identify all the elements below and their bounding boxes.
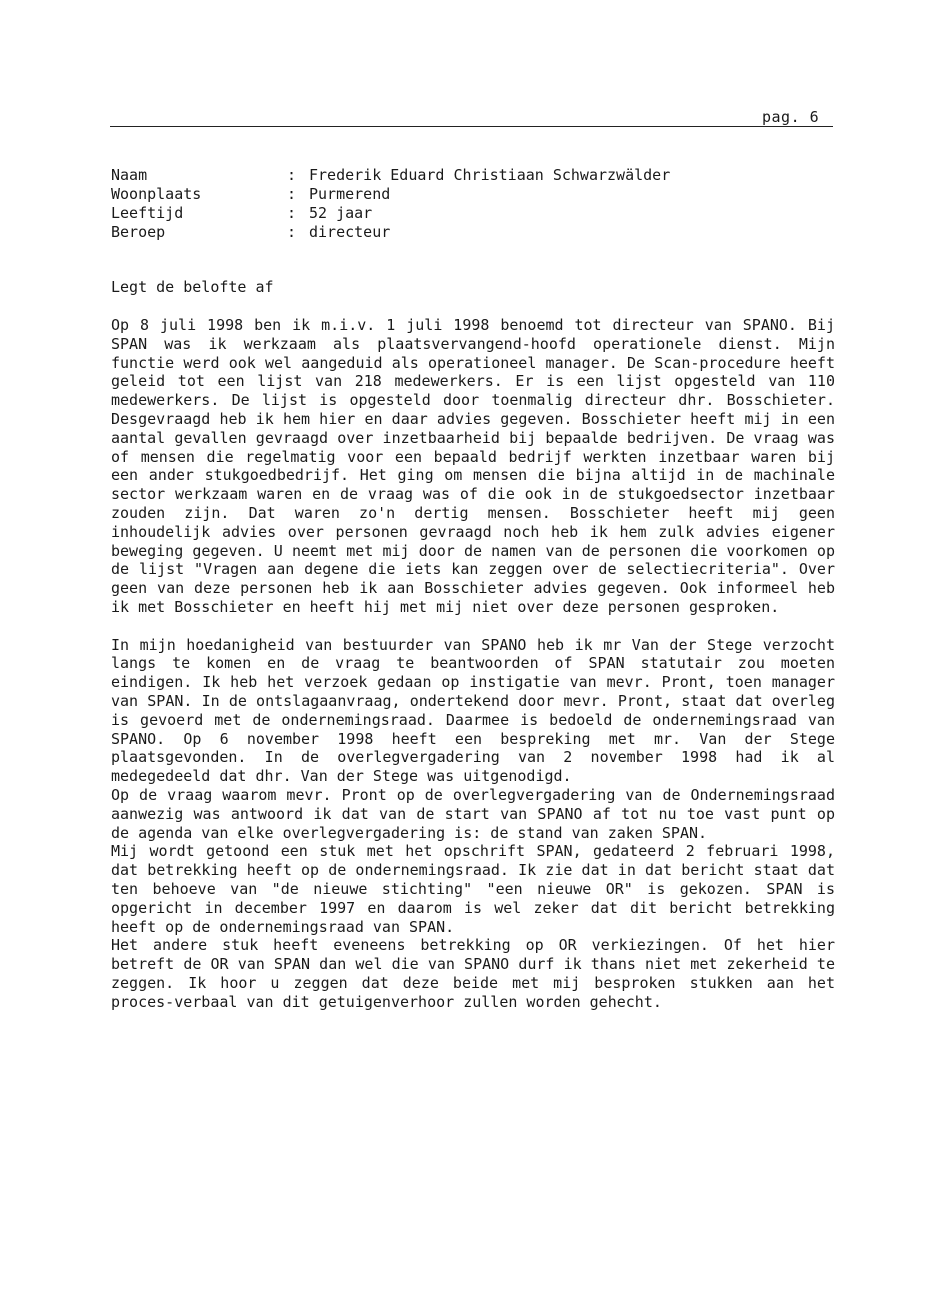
promise-statement: Legt de belofte af	[111, 278, 274, 296]
page-number: pag. 6	[762, 108, 820, 126]
personalia-row-woonplaats	[111, 185, 670, 204]
personalia-value-naam: Frederik Eduard Christiaan Schwarzwälder	[309, 166, 671, 184]
personalia-block	[111, 166, 670, 242]
testimony-paragraph: In mijn hoedanigheid van bestuurder van SPANO heb ik mr Van der Stege verzocht langs te komen en de vraag te beantwoorden of SPAN statutair zou moeten eindigen. Ik heb het verzoek gedaan op instigatie van mevr. Pront, toen manager van SPAN. In de ontslagaanvraag, ondertekend door mevr. Pront, staat dat overleg is gevoerd met de ondernemingsraad. Daarmee is bedoeld de ondernemingsraad van SPANO. Op 6 november 1998 heeft een bespreking met mr. Van der Stege plaatsgevonden. In de overlegvergadering van 2 november 1998 had ik al medegedeeld dat dhr. Van der Stege was uitgenodigd.	[111, 635, 835, 786]
personalia-value-beroep: directeur	[309, 223, 391, 241]
colon-separator: :	[287, 223, 297, 241]
personalia-label: Naam	[111, 166, 148, 184]
personalia-value-woonplaats: Purmerend	[309, 185, 391, 203]
personalia-row-naam	[111, 166, 670, 185]
header-rule	[110, 126, 833, 127]
personalia-label: Woonplaats	[111, 185, 202, 203]
colon-separator: :	[287, 166, 297, 184]
personalia-label: Beroep	[111, 223, 166, 241]
testimony-paragraph: Op de vraag waarom mevr. Pront op de overlegvergadering van de Ondernemingsraad aanwezig was antwoord ik dat van de start van SPANO af tot nu toe vast punt op de agenda van elke overlegvergadering is: de stand van zaken SPAN.	[111, 785, 835, 842]
personalia-row-beroep	[111, 223, 670, 242]
testimony-paragraph: Mij wordt getoond een stuk met het opschrift SPAN, gedateerd 2 februari 1998, dat betrekking heeft op de ondernemingsraad. Ik zie dat in dat bericht staat dat ten behoeve van "de nieuwe stichting" "een nieuwe OR" is gekozen. SPAN is opgericht in december 1997 en daarom is wel zeker dat dit bericht betrekking heeft op de ondernemingsraad van SPAN.	[111, 842, 835, 936]
testimony-paragraph: Op 8 juli 1998 ben ik m.i.v. 1 juli 1998 benoemd tot directeur van SPANO. Bij SPAN was ik werkzaam als plaatsvervangend-hoofd operationele dienst. Mijn functie werd ook wel aangeduid als operationeel manager. De Scan-procedure heeft geleid tot een lijst van 218 medewerkers. Er is een lijst opgesteld van 110 medewerkers. De lijst is opgesteld door toenmalig directeur dhr. Bosschieter. Desgevraagd heb ik hem hier en daar advies gegeven. Bosschieter heeft mij in een aantal gevallen gevraagd over inzetbaarheid bij bepaalde bedrijven. De vraag was of mensen die regelmatig voor een bepaald bedrijf werkten inzetbaar waren bij een ander stukgoedbedrijf. Het ging om mensen die bijna altijd in de machinale sector werkzaam waren en de vraag was of die ook in de stukgoedsector inzetbaar zouden zijn. Dat waren zo'n dertig mensen. Bosschieter heeft mij geen inhoudelijk advies over personen gevraagd noch heb ik hem zulk advies eigener beweging gegeven. U neemt met mij door de namen van de personen die voorkomen op de lijst "Vragen aan degene die iets kan zeggen over de selectiecriteria". Over geen van deze personen heb ik aan Bosschieter advies gegeven. Ook informeel heb ik met Bosschieter en heeft hij met mij niet over deze personen gesproken.	[111, 316, 835, 616]
personalia-row-leeftijd	[111, 204, 670, 223]
testimony-paragraph: Het andere stuk heeft eveneens betrekking op OR verkiezingen. Of het hier betreft de OR van SPAN dan wel die van SPANO durf ik thans niet met zekerheid te zeggen. Ik hoor u zeggen dat deze beide met mij besproken stukken aan het proces-verbaal van dit getuigenverhoor zullen worden gehecht.	[111, 936, 835, 1011]
colon-separator: :	[287, 204, 297, 222]
testimony-body	[111, 316, 835, 1011]
personalia-label: Leeftijd	[111, 204, 184, 222]
colon-separator: :	[287, 185, 297, 203]
personalia-value-leeftijd: 52 jaar	[309, 204, 373, 222]
